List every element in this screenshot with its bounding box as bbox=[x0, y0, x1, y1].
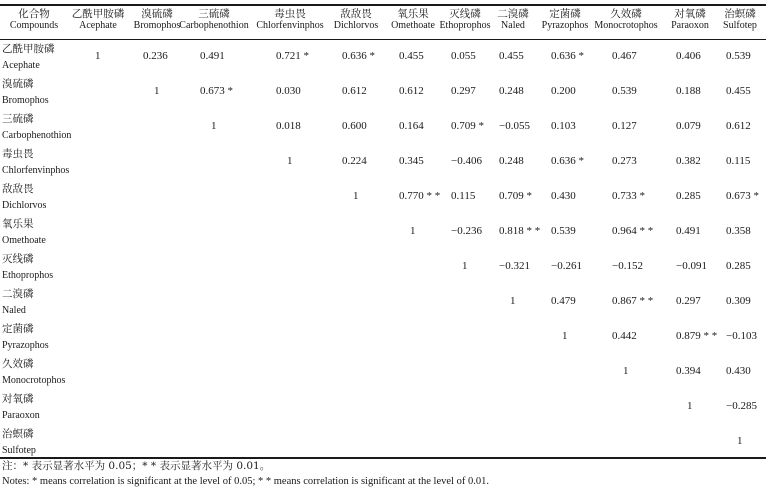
table-cell: 0.673 * bbox=[726, 190, 759, 202]
header-corner-en: Compounds bbox=[9, 20, 59, 31]
table-cell: 0.612 bbox=[342, 85, 367, 97]
table-cell: 0.709 * bbox=[499, 190, 532, 202]
column-header-en: Acephate bbox=[79, 20, 117, 31]
top-rule bbox=[0, 4, 766, 6]
row-label-en: Carbophenothion bbox=[2, 130, 72, 141]
column-header-en: Omethoate bbox=[391, 20, 435, 31]
header-rule bbox=[0, 39, 766, 40]
row-label bbox=[2, 253, 53, 282]
column-header-cn: 乙酰甲胺磷 bbox=[71, 8, 125, 20]
table-cell: 0.479 bbox=[551, 295, 576, 307]
row-label-cn: 三硫磷 bbox=[2, 113, 34, 125]
row-label-en: Monocrotophos bbox=[2, 375, 66, 386]
table-cell: 0.248 bbox=[499, 85, 524, 97]
table-cell: 0.721 * bbox=[276, 50, 309, 62]
table-cell: 0.297 bbox=[676, 295, 701, 307]
table-cell: 1 bbox=[410, 225, 416, 237]
table-cell: 0.539 bbox=[726, 50, 751, 62]
table-cell: 0.430 bbox=[551, 190, 576, 202]
table-cell: −0.091 bbox=[676, 260, 707, 272]
table-cell: 0.115 bbox=[726, 155, 751, 167]
table-cell: 0.455 bbox=[399, 50, 424, 62]
column-header-en: Chlorfenvinphos bbox=[256, 20, 324, 31]
column-header-en: Carbophenothion bbox=[179, 20, 249, 31]
table-cell: 1 bbox=[510, 295, 516, 307]
row-label bbox=[2, 183, 46, 212]
row-label bbox=[2, 148, 69, 177]
row-label bbox=[2, 288, 34, 317]
table-cell: 0.612 bbox=[726, 120, 751, 132]
table-cell: 0.055 bbox=[451, 50, 476, 62]
table-cell: 0.430 bbox=[726, 365, 751, 377]
table-cell: 0.964 * * bbox=[612, 225, 654, 237]
table-cell: 0.297 bbox=[451, 85, 476, 97]
column-header-en: Paraoxon bbox=[671, 20, 709, 31]
table-cell: 0.818 * * bbox=[499, 225, 541, 237]
table-cell: 1 bbox=[737, 435, 743, 447]
table-cell: 1 bbox=[623, 365, 629, 377]
table-cell: 0.733 * bbox=[612, 190, 645, 202]
row-label-en: Naled bbox=[2, 305, 26, 316]
table-cell: −0.152 bbox=[612, 260, 643, 272]
row-label-en: Ethoprophos bbox=[2, 270, 54, 281]
row-label bbox=[2, 358, 65, 387]
table-cell: −0.285 bbox=[726, 400, 757, 412]
row-label-cn: 溴硫磷 bbox=[2, 78, 34, 90]
table-cell: 0.636 * bbox=[551, 155, 584, 167]
table-cell: 1 bbox=[211, 120, 217, 132]
column-header-cn: 治螟磷 bbox=[724, 8, 756, 20]
row-label bbox=[2, 393, 40, 422]
table-cell: 0.345 bbox=[399, 155, 424, 167]
row-label-cn: 治螟磷 bbox=[2, 428, 34, 440]
column-header-cn: 敌敌畏 bbox=[340, 8, 372, 20]
table-cell: 0.030 bbox=[276, 85, 301, 97]
column-header-cn: 对氧磷 bbox=[674, 8, 706, 20]
row-label-cn: 敌敌畏 bbox=[2, 183, 34, 195]
row-label bbox=[2, 113, 71, 142]
table-cell: 0.127 bbox=[612, 120, 637, 132]
table-cell: 0.636 * bbox=[551, 50, 584, 62]
table-cell: 0.867 * * bbox=[612, 295, 654, 307]
table-cell: 0.188 bbox=[676, 85, 701, 97]
row-label-cn: 久效磷 bbox=[2, 358, 34, 370]
table-cell: 0.079 bbox=[676, 120, 701, 132]
table-cell: −0.055 bbox=[499, 120, 530, 132]
table-cell: 0.018 bbox=[276, 120, 301, 132]
column-header-cn: 氧乐果 bbox=[397, 8, 429, 20]
column-header-en: Pyrazophos bbox=[541, 20, 589, 31]
table-cell: 0.200 bbox=[551, 85, 576, 97]
row-label-cn: 乙酰甲胺磷 bbox=[2, 43, 55, 55]
row-label-en: Dichlorvos bbox=[2, 200, 47, 211]
header-corner-cn: 化合物 bbox=[18, 8, 50, 20]
row-label-en: Acephate bbox=[2, 60, 40, 71]
row-label-en: Paraoxon bbox=[2, 410, 40, 421]
note-en: Notes: * means correlation is significant at the level of 0.05; * * means correlation is significant at the level of 0.01. bbox=[2, 476, 489, 487]
row-label bbox=[2, 43, 55, 72]
column-header-cn: 溴硫磷 bbox=[141, 8, 173, 20]
table-cell: 0.406 bbox=[676, 50, 701, 62]
table-cell: 1 bbox=[687, 400, 693, 412]
table-cell: 0.491 bbox=[200, 50, 225, 62]
column-header-cn: 毒虫畏 bbox=[274, 8, 306, 20]
row-label-en: Sulfotep bbox=[2, 445, 36, 456]
row-label bbox=[2, 78, 49, 107]
table-cell: 1 bbox=[562, 330, 568, 342]
table-cell: 0.770 * * bbox=[399, 190, 441, 202]
table-cell: 0.309 bbox=[726, 295, 751, 307]
table-cell: 0.285 bbox=[726, 260, 751, 272]
table-cell: 0.600 bbox=[342, 120, 367, 132]
table-cell: 0.382 bbox=[676, 155, 701, 167]
column-header-en: Bromophos bbox=[133, 20, 181, 31]
table-cell: −0.321 bbox=[499, 260, 530, 272]
table-cell: −0.103 bbox=[726, 330, 757, 342]
row-label-cn: 定菌磷 bbox=[2, 323, 34, 335]
table-cell: 0.236 bbox=[143, 50, 168, 62]
table-cell: 0.455 bbox=[726, 85, 751, 97]
table-cell: −0.406 bbox=[451, 155, 482, 167]
column-header-cn: 定菌磷 bbox=[549, 8, 581, 20]
column-header-cn: 灭线磷 bbox=[449, 8, 481, 20]
row-label bbox=[2, 323, 49, 352]
table-cell: 1 bbox=[462, 260, 468, 272]
table-cell: 0.115 bbox=[451, 190, 476, 202]
row-label-cn: 氧乐果 bbox=[2, 218, 34, 230]
row-label-en: Chlorfenvinphos bbox=[2, 165, 70, 176]
table-cell: 1 bbox=[287, 155, 293, 167]
table-cell: −0.261 bbox=[551, 260, 582, 272]
table-cell: 0.612 bbox=[399, 85, 424, 97]
table-cell: 0.491 bbox=[676, 225, 701, 237]
table-cell: 0.273 bbox=[612, 155, 637, 167]
row-label bbox=[2, 218, 46, 247]
table-cell: 0.879 * * bbox=[676, 330, 718, 342]
table-cell: 1 bbox=[353, 190, 359, 202]
table-cell: 0.164 bbox=[399, 120, 424, 132]
row-label-en: Omethoate bbox=[2, 235, 46, 246]
table-cell: 0.467 bbox=[612, 50, 637, 62]
column-header-cn: 久效磷 bbox=[610, 8, 642, 20]
column-header-cn: 二溴磷 bbox=[497, 8, 529, 20]
table-cell: 0.636 * bbox=[342, 50, 375, 62]
table-cell: 0.394 bbox=[676, 365, 701, 377]
table-cell: 0.539 bbox=[551, 225, 576, 237]
table-cell: 0.358 bbox=[726, 225, 751, 237]
table-cell: 0.673 * bbox=[200, 85, 233, 97]
row-label-cn: 毒虫畏 bbox=[2, 148, 34, 160]
row-label-cn: 二溴磷 bbox=[2, 288, 34, 300]
table-cell: 0.103 bbox=[551, 120, 576, 132]
table-cell: 0.455 bbox=[499, 50, 524, 62]
column-header-en: Ethoprophos bbox=[439, 20, 491, 31]
row-label-cn: 对氧磷 bbox=[2, 393, 34, 405]
table-cell: 0.442 bbox=[612, 330, 637, 342]
table-cell: −0.236 bbox=[451, 225, 482, 237]
row-label bbox=[2, 428, 36, 457]
column-header-en: Dichlorvos bbox=[333, 20, 379, 31]
table-cell: 1 bbox=[95, 50, 101, 62]
column-header-en: Monocrotophos bbox=[594, 20, 658, 31]
column-header-cn: 三硫磷 bbox=[198, 8, 230, 20]
row-label-cn: 灭线磷 bbox=[2, 253, 34, 265]
table-cell: 0.539 bbox=[612, 85, 637, 97]
table-cell: 0.709 * bbox=[451, 120, 484, 132]
table-cell: 0.285 bbox=[676, 190, 701, 202]
column-header bbox=[695, 8, 766, 32]
note-cn: 注：* 表示显著水平为 0.05；* * 表示显著水平为 0.01。 bbox=[2, 460, 271, 472]
column-header-en: Sulfotep bbox=[723, 20, 757, 31]
table-cell: 0.224 bbox=[342, 155, 367, 167]
row-label-en: Bromophos bbox=[2, 95, 49, 106]
bottom-rule bbox=[0, 457, 766, 459]
column-header-en: Naled bbox=[501, 20, 525, 31]
table-cell: 1 bbox=[154, 85, 160, 97]
row-label-en: Pyrazophos bbox=[2, 340, 49, 351]
table-cell: 0.248 bbox=[499, 155, 524, 167]
